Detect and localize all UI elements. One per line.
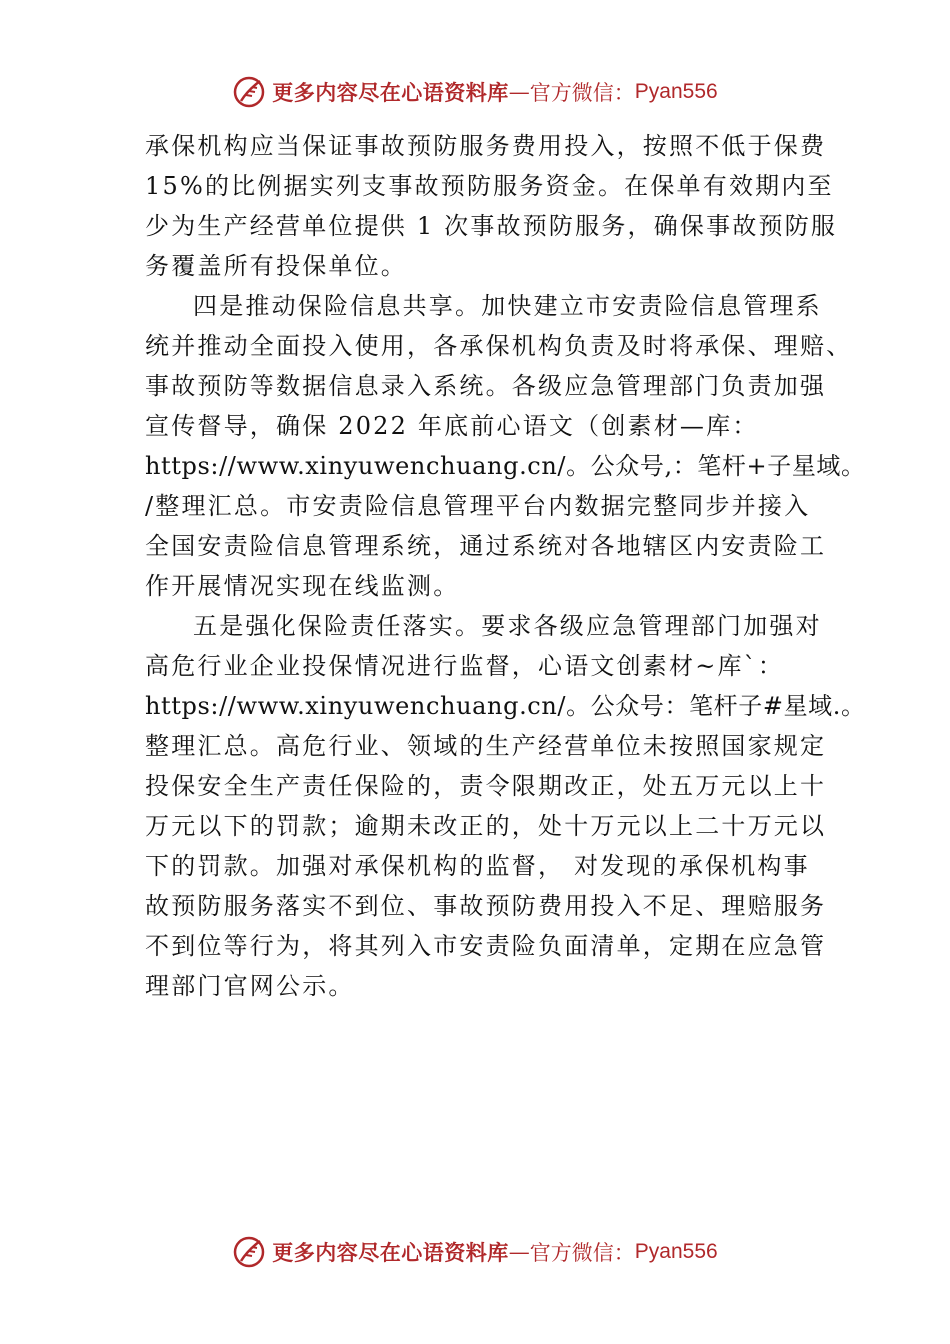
feather-circle-logo-icon (232, 1235, 266, 1269)
body-line: 宣传督导，确保 2022 年底前心语文（创素材—库： (145, 412, 759, 440)
body-line: 15%的比例据实列支事故预防服务资金。在保单有效期内至 (145, 172, 834, 200)
body-line: 整理汇总。高危行业、领域的生产经营单位未按照国家规定 (145, 732, 827, 760)
header-banner (0, 72, 950, 112)
header-dash: — (508, 80, 530, 104)
footer-dash: — (508, 1240, 530, 1264)
body-line: 事故预防等数据信息录入系统。各级应急管理部门负责加强 (145, 372, 827, 400)
body-line: 少为生产经营单位提供 1 次事故预防服务，确保事故预防服 (145, 212, 838, 240)
body-line: 理部门官网公示。 (145, 972, 355, 1000)
body-line: 下的罚款。加强对承保机构的监督， 对发现的承保机构事 (145, 852, 810, 880)
body-line-url: https://www.xinyuwenchuang.cn/。公众号：笔杆子#星域.。 (145, 692, 866, 720)
body-line: 万元以下的罚款；逾期未改正的，处十万元以上二十万元以 (145, 812, 827, 840)
footer-main-text: 更多内容尽在心语资料库 (272, 1240, 509, 1265)
body-line: 全国安责险信息管理系统，通过系统对各地辖区内安责险工 (145, 532, 827, 560)
body-line: 故预防服务落实不到位、事故预防费用投入不足、理赔服务 (145, 892, 827, 920)
feather-circle-logo-icon (232, 75, 266, 109)
footer-sub-text: 官方微信： (529, 1241, 635, 1265)
header-sub-text: 官方微信： (529, 81, 635, 105)
footer-wechat-id: Pyan556 (634, 1240, 718, 1263)
body-line: 投保安全生产责任保险的，责令限期改正，处五万元以上十 (145, 772, 827, 800)
body-line: 承保机构应当保证事故预防服务费用投入，按照不低于保费 (145, 132, 827, 160)
header-main-text: 更多内容尽在心语资料库 (272, 80, 509, 105)
paragraph-start-line: 四是推动保险信息共享。加快建立市安责险信息管理系 (193, 292, 822, 320)
body-line-url: https://www.xinyuwenchuang.cn/。公众号,：笔杆+子星域。 (145, 452, 866, 480)
body-line: 作开展情况实现在线监测。 (145, 572, 460, 600)
body-line: 统并推动全面投入使用，各承保机构负责及时将承保、理赔、 (145, 332, 853, 360)
body-line: 务覆盖所有投保单位。 (145, 252, 407, 280)
footer-banner (0, 1232, 950, 1272)
body-line: /整理汇总。市安责险信息管理平台内数据完整同步并接入 (145, 492, 811, 520)
paragraph-start-line: 五是强化保险责任落实。要求各级应急管理部门加强对 (193, 612, 822, 640)
body-line: 高危行业企业投保情况进行监督，心语文创素材~库`： (145, 652, 785, 680)
header-wechat-id: Pyan556 (634, 80, 718, 103)
body-line: 不到位等行为，将其列入市安责险负面清单，定期在应急管 (145, 932, 827, 960)
